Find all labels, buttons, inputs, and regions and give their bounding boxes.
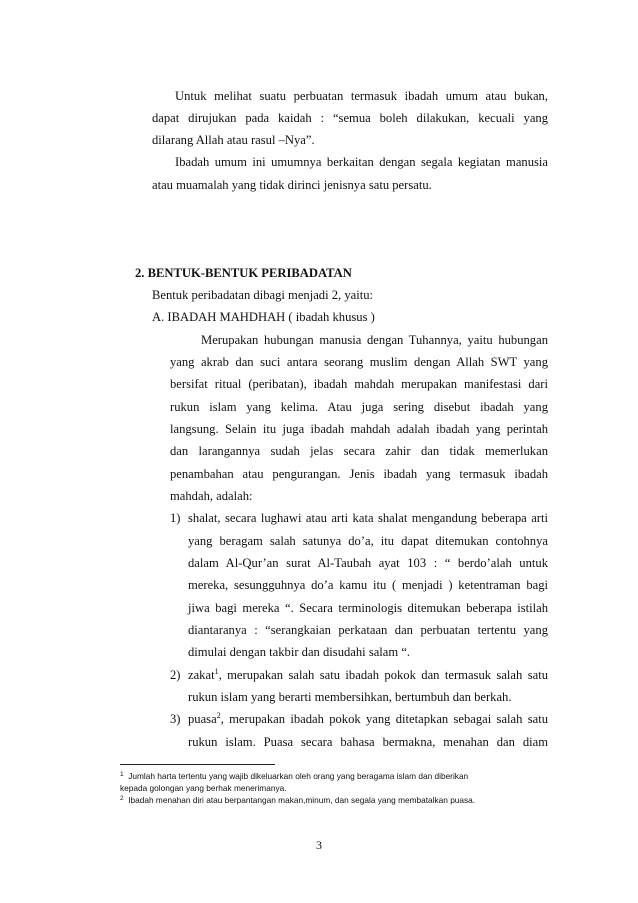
- page-number: 3: [316, 838, 322, 852]
- list-item-line: puasa$^2$, merupakan ibadah pokok yang ditetapkan sebagai salah satu: [188, 711, 548, 726]
- list-item-number: 2): [170, 668, 181, 682]
- term-zakat: zakat: [188, 668, 215, 682]
- mahdhah-line-5: langsung. Selain itu juga ibadah mahdah adalah ibadah yang perintah: [170, 422, 548, 436]
- intro-line-2: dapat dirujukan pada kaidah : “semua boleh dilakukan, kecuali yang: [152, 111, 548, 125]
- list-item-line: rukun islam. Puasa secara bahasa bermakna, menahan dan diam: [188, 735, 548, 749]
- intro-line-3: dilarang Allah atau rasul –Nya”.: [152, 133, 315, 147]
- list-item-line: diantaranya : “serangkaian perkataan dan perbuatan tertentu yang: [188, 623, 548, 637]
- list-item-line: jiwa bagi mereka “. Secara terminologis ditemukan beberapa istilah: [188, 601, 548, 615]
- list-item-line: shalat, secara lughawi atau arti kata shalat mengandung beberapa arti: [188, 511, 548, 525]
- mahdhah-line-4: rukun islam yang kelima. Atau juga sering disebut ibadah yang: [170, 400, 548, 414]
- term-puasa: puasa: [188, 712, 217, 726]
- footnote-ref-1[interactable]: 1: [214, 667, 219, 676]
- list-item-number: 1): [170, 511, 181, 525]
- mahdhah-line-3: bersifat ritual (peribatan), ibadah mahdah merupakan manifestasi dari: [170, 377, 548, 391]
- list-item-line: rukun islam yang berarti membersihkan, bertumbuh dan berkah.: [188, 690, 512, 704]
- mahdhah-line-1: Merupakan hubungan manusia dengan Tuhannya, yaitu hubungan: [201, 333, 548, 347]
- intro-line-4: Ibadah umum ini umumnya berkaitan dengan segala kegiatan manusia: [175, 155, 548, 169]
- list-item-line: yang beragam salah satunya do’a, itu dapat ditemukan contohnya: [188, 534, 548, 548]
- section-heading: 2. BENTUK-BENTUK PERIBADATAN: [135, 266, 352, 280]
- mahdhah-line-7: penambahan atau pengurangan. Jenis ibadah yang termasuk ibadah: [170, 467, 548, 481]
- mahdhah-line-2: yang akrab dan suci antara seorang muslim dengan Allah SWT yang: [170, 355, 548, 369]
- list-item-number: 3): [170, 712, 181, 726]
- footnote-separator: [120, 764, 275, 765]
- intro-line-5: atau muamalah yang tidak dirinci jenisnya satu persatu.: [152, 178, 432, 192]
- footnote-1-cont: kepada golongan yang berhak menerimanya.: [120, 783, 287, 793]
- intro-line-1: Untuk melihat suatu perbuatan termasuk ibadah umum atau bukan,: [175, 89, 548, 103]
- list-item-line: mereka, sesungguhnya do’a kamu itu ( menjadi ) ketentraman bagi: [188, 578, 548, 592]
- list-item-line: zakat$^1$, merupakan salah satu ibadah pokok dan termasuk salah satu: [188, 667, 548, 682]
- section-intro: Bentuk peribadatan dibagi menjadi 2, yaitu:: [152, 288, 374, 302]
- list-item-line: dalam Al-Qur’an surat Al-Taubah ayat 103 : “ berdo’alah untuk: [188, 556, 548, 570]
- footnote-1: $^1$ Jumlah harta tertentu yang wajib dikeluarkan oleh orang yang beragama islam dan diberikan: [120, 771, 469, 781]
- mahdhah-line-8: mahdah, adalah:: [170, 489, 253, 503]
- mahdhah-line-6: dan larangannya sudah jelas secara zahir dan tidak memerlukan: [170, 444, 548, 458]
- footnote-ref-2[interactable]: 2: [216, 711, 221, 720]
- footnote-2: $^2$ Ibadah menahan diri atau berpantangan makan,minum, dan segala yang membatalkan puasa.: [120, 795, 476, 805]
- subheading-ibadah-mahdhah: A. IBADAH MAHDHAH ( ibadah khusus ): [152, 310, 375, 324]
- list-item-line: dimulai dengan takbir dan disudahi salam “.: [188, 645, 411, 659]
